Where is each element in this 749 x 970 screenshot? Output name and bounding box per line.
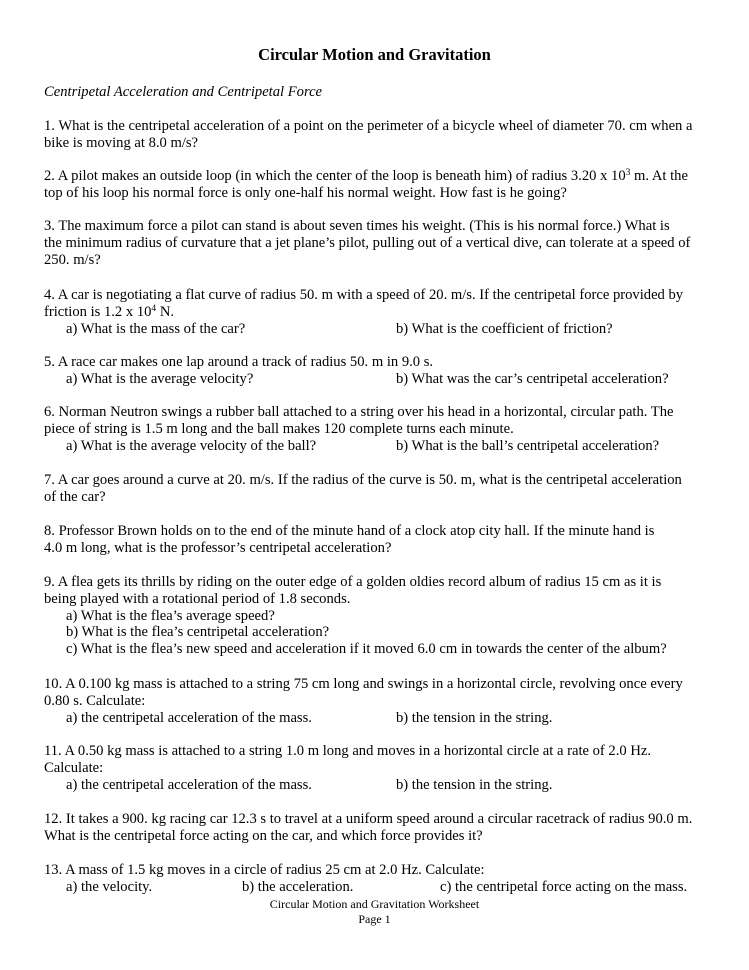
problem-6 [44,404,709,454]
problem-text-part: m. At the [630,168,688,184]
sub-question-b: b) What is the coefficient of friction? [396,320,613,337]
problem-text [44,304,709,321]
problem-text: 6. Norman Neutron swings a rubber ball attached to a string over his head in a horizontal, circular path. The [44,404,674,420]
problem-text: 4. A car is negotiating a flat curve of radius 50. m with a speed of 20. m/s. If the centripetal force provided by [44,287,684,303]
problem-text: 1. What is the centripetal acceleration of a point on the perimeter of a bicycle wheel of diameter 70. cm when a [44,118,693,134]
page-title: Circular Motion and Gravitation [258,45,491,64]
sub-questions [44,777,709,794]
problem-text: Calculate: [44,759,104,776]
sub-question-b: b) the acceleration. [242,878,354,895]
problem-text: 9. A flea gets its thrills by riding on the outer edge of a golden oldies record album of radius 15 cm as it is [44,574,662,590]
exponent: 4 [151,303,157,314]
page-number: Page 1 [358,912,391,926]
problem-8 [44,523,709,557]
problem-text: 11. A 0.50 kg mass is attached to a string 1.0 m long and moves in a horizontal circle at a rate of 2.0 Hz. [44,743,651,759]
problem-text: 5. A race car makes one lap around a track of radius 50. m in 9.0 s. [44,354,434,370]
sub-question-a: a) What is the flea’s average speed? [66,607,275,624]
sub-questions [44,371,709,388]
problem-text: What is the centripetal force acting on the car, and which force provides it? [44,827,483,844]
sub-question-c: c) the centripetal force acting on the mass. [440,878,688,895]
sub-question-b: b) the tension in the string. [396,709,553,726]
sub-questions [44,321,709,338]
footer-title: Circular Motion and Gravitation Worksheet [269,897,480,911]
problem-9 [44,574,709,658]
sub-questions [44,438,709,455]
problem-11 [44,743,709,793]
problem-text: piece of string is 1.5 m long and the ball makes 120 complete turns each minute. [44,420,514,437]
sub-questions [44,710,709,727]
sub-question-c: c) What is the flea’s new speed and acceleration if it moved 6.0 cm in towards the center of the album? [66,641,667,658]
problem-text-part: friction is 1.2 x 10 [44,303,152,320]
sub-question-a: a) the centripetal acceleration of the mass. [66,776,312,793]
problem-text: 12. It takes a 900. kg racing car 12.3 s to travel at a uniform speed around a circular racetrack of radius 90.0 m. [44,811,693,827]
problem-text: being played with a rotational period of 1.8 seconds. [44,590,351,607]
sub-question-a: a) What is the average velocity of the ball? [66,437,317,454]
problem-2 [44,168,709,202]
problem-text [44,168,709,185]
sub-question-a: a) What is the mass of the car? [66,320,246,337]
sub-question-b: b) What was the car’s centripetal acceleration? [396,370,669,387]
problem-10 [44,676,709,726]
problem-text: top of his loop his normal force is only one-half his normal weight. How fast is he going? [44,184,567,201]
sub-question-b: b) What is the flea’s centripetal acceleration? [66,624,330,641]
problem-text: 13. A mass of 1.5 kg moves in a circle of radius 25 cm at 2.0 Hz. Calculate: [44,862,485,878]
sub-question-a: a) What is the average velocity? [66,370,254,387]
problem-5 [44,354,709,388]
problem-text: 7. A car goes around a curve at 20. m/s. If the radius of the curve is 50. m, what is the centripetal acceleration [44,472,682,488]
sub-question-a: a) the velocity. [66,878,153,895]
section-heading: Centripetal Acceleration and Centripetal Force [44,84,323,100]
problem-3 [44,218,709,268]
problem-text-part: N. [156,303,175,320]
exponent: 3 [625,168,631,178]
problem-text: 3. The maximum force a pilot can stand is about seven times his weight. (This is his normal force.) What is [44,218,670,234]
problem-text: bike is moving at 8.0 m/s? [44,134,199,151]
problem-12 [44,811,709,845]
problem-text: 0.80 s. Calculate: [44,692,146,709]
sub-question-a: a) the centripetal acceleration of the mass. [66,709,312,726]
problem-text: the minimum radius of curvature that a jet plane’s pilot, pulling out of a vertical dive, can tolerate at a speed of [44,234,691,251]
problem-text-part: 2. A pilot makes an outside loop (in which the center of the loop is beneath him) of radius 3.20 x 10 [44,168,626,184]
problem-4 [44,287,709,337]
problem-13 [44,862,709,896]
problem-text: of the car? [44,488,106,505]
problem-1 [44,118,709,152]
sub-question-b: b) the tension in the string. [396,776,553,793]
problem-7 [44,472,709,506]
problem-text: 8. Professor Brown holds on to the end of the minute hand of a clock atop city hall. If the minute hand is [44,523,655,539]
problem-text: 10. A 0.100 kg mass is attached to a string 75 cm long and swings in a horizontal circle, revolving once every [44,676,683,692]
sub-question-b: b) What is the ball’s centripetal acceleration? [396,437,660,454]
sub-questions [44,879,709,896]
problem-text: 4.0 m long, what is the professor’s centripetal acceleration? [44,539,392,556]
problem-text: 250. m/s? [44,251,101,268]
